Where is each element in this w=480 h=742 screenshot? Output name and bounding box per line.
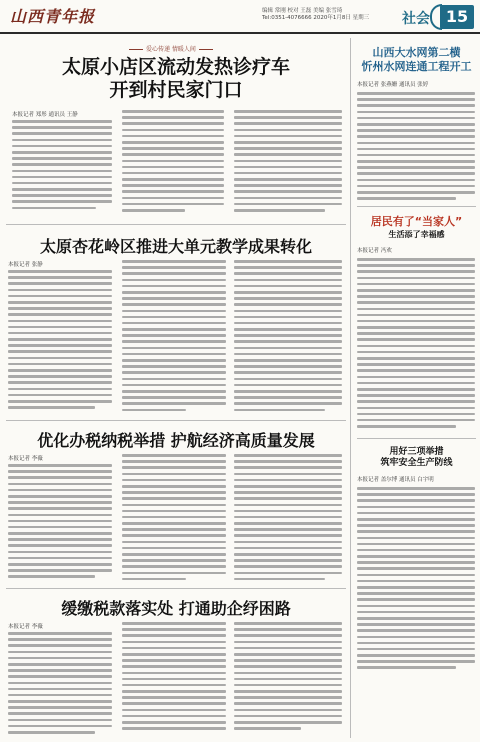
side-article1-title-line2: 忻州水网连通工程开工 <box>361 60 472 73</box>
article3-body-col1 <box>8 464 112 582</box>
main-column <box>6 38 346 738</box>
article3-body-col3 <box>234 454 342 582</box>
divider <box>6 588 346 589</box>
lead-body-col1 <box>12 120 112 220</box>
contact-and-date: Tel:0351-4076666 2020年1月8日 星期三 <box>262 15 370 21</box>
lead-kicker: 爱心传递 情暖人间 <box>126 44 216 53</box>
side-column <box>350 38 476 738</box>
article2-byline: 本报记者 张静 <box>8 262 43 268</box>
masthead <box>0 0 480 34</box>
page-number: 15 <box>440 5 474 29</box>
side-article2-body <box>357 258 475 434</box>
side-article1-byline: 本报记者 张燕姗 通讯员 张婷 <box>357 82 429 88</box>
side-article2-byline: 本报记者 冯欢 <box>357 248 392 254</box>
article3-body-col2 <box>122 454 226 582</box>
article2-body-col3 <box>234 260 342 416</box>
lead-headline-line1: 太原小店区流动发热诊疗车 <box>61 56 290 78</box>
divider <box>6 224 346 225</box>
article4-body-col2 <box>122 622 226 736</box>
section-name: 社会 <box>402 11 430 27</box>
lead-headline-line2: 开到村民家门口 <box>109 79 243 101</box>
lead-body-col2 <box>122 110 224 220</box>
article3-byline: 本报记者 李薇 <box>8 456 43 462</box>
side-article3-body <box>357 487 475 677</box>
article2-body-col1 <box>8 270 112 416</box>
side-article3-title-line2: 筑牢安全生产防线 <box>380 458 453 468</box>
lead-body-col3 <box>234 110 342 220</box>
side-article3-byline: 本报记者 盖尔博 通讯员 白宇明 <box>357 477 434 483</box>
side-article2-title-line1: 居民有了“当家人” <box>370 215 463 228</box>
article4-body-col3 <box>234 622 342 736</box>
editor-credits: 编辑 常刚 校对 王磊 美编 张雪琦 <box>262 8 343 14</box>
article2-body-col2 <box>122 260 226 416</box>
lead-byline: 本报记者 郑彤 通讯员 王静 <box>12 112 78 118</box>
side-article2-title-line2: 生活添了幸福感 <box>388 230 445 239</box>
divider <box>6 420 346 421</box>
side-article1-body <box>357 92 475 202</box>
side-article1-title-line1: 山西大水网第二横 <box>372 46 461 59</box>
divider <box>357 206 476 207</box>
article4-body-col1 <box>8 632 112 736</box>
article2-headline: 太原杏花岭区推进大单元教学成果转化 <box>39 237 312 256</box>
side-article3-title-line1: 用好三项举措 <box>389 447 444 457</box>
article4-byline: 本报记者 李薇 <box>8 624 43 630</box>
divider <box>357 438 476 439</box>
newspaper-logo: 山西青年报 <box>10 7 96 26</box>
article4-headline: 缓缴税款落实处 打通助企纾困路 <box>61 599 291 618</box>
article3-headline: 优化办税纳税举措 护航经济高质量发展 <box>37 431 315 450</box>
